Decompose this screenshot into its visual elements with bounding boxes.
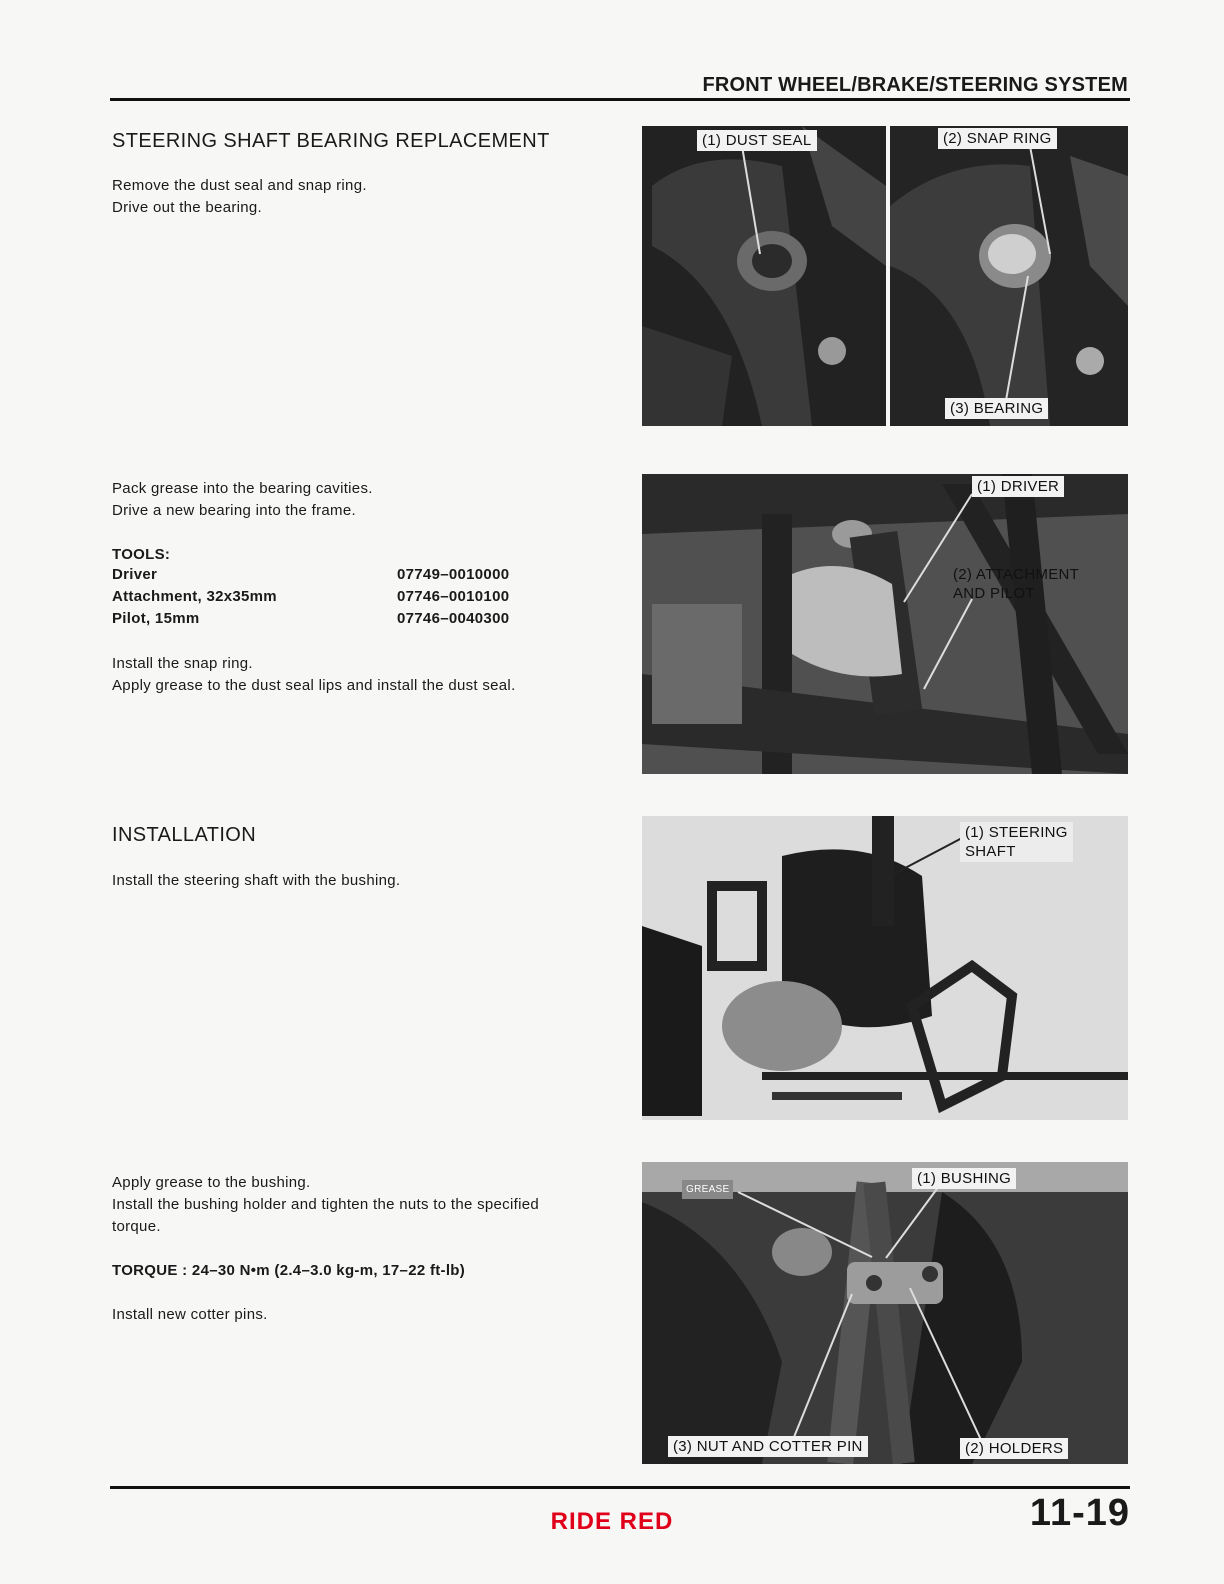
text-line: Apply grease to the dust seal lips and install the dust seal. (112, 677, 516, 694)
torque-spec: TORQUE : 24–30 N•m (2.4–3.0 kg-m, 17–22 ft-lb) (112, 1262, 466, 1279)
footer-rule (110, 1486, 1130, 1489)
bushing-instructions (112, 1172, 539, 1238)
text-line: Apply grease to the bushing. (112, 1174, 311, 1191)
text-line: Install the snap ring. (112, 655, 253, 672)
tools-label: TOOLS: (112, 546, 171, 563)
photo-steering-shaft (642, 816, 1128, 1120)
snap-ring-instructions (112, 653, 516, 697)
tool-part-number: 07746–0010100 (397, 588, 510, 605)
callout-dust-seal: (1) DUST SEAL (697, 130, 817, 151)
text-line: Drive out the bearing. (112, 199, 263, 216)
tool-part-number: 07749–0010000 (397, 566, 510, 583)
text-line: Install the bushing holder and tighten the nuts to the specified (112, 1196, 539, 1213)
grease-tube-label: GREASE (682, 1180, 733, 1199)
header-rule (110, 98, 1130, 101)
page-number: 11-19 (1029, 1492, 1130, 1534)
tool-name: Pilot, 15mm (112, 610, 200, 627)
callout-nut-cotter-pin: (3) NUT AND COTTER PIN (668, 1436, 868, 1457)
install-bearing-instructions (112, 478, 373, 522)
section-title-installation: INSTALLATION (112, 824, 257, 846)
page-header-title: FRONT WHEEL/BRAKE/STEERING SYSTEM (702, 74, 1128, 96)
text-line: Remove the dust seal and snap ring. (112, 177, 367, 194)
callout-bearing: (3) BEARING (945, 398, 1048, 419)
cotter-pin-instruction: Install new cotter pins. (112, 1306, 268, 1323)
photo-snap-ring (890, 126, 1128, 426)
tool-part-number: 07746–0040300 (397, 610, 510, 627)
callout-attachment-pilot: (2) ATTACHMENT AND PILOT (953, 566, 1080, 602)
photo-dust-seal (642, 126, 886, 426)
photo-illustration (642, 474, 1128, 774)
section-title-bearing: STEERING SHAFT BEARING REPLACEMENT (112, 130, 550, 152)
callout-snap-ring: (2) SNAP RING (938, 128, 1057, 149)
callout-driver: (1) DRIVER (972, 476, 1064, 497)
photo-bushing (642, 1162, 1128, 1464)
brand-logo-text: RIDE RED (550, 1508, 674, 1535)
tool-name: Driver (112, 566, 158, 583)
text-line: Pack grease into the bearing cavities. (112, 480, 373, 497)
text-line: Drive a new bearing into the frame. (112, 502, 356, 519)
bearing-instructions (112, 175, 367, 219)
photo-illustration (642, 1162, 1128, 1464)
photo-driver (642, 474, 1128, 774)
photo-illustration (642, 126, 886, 426)
callout-bushing: (1) BUSHING (912, 1168, 1016, 1189)
callout-steering-shaft: (1) STEERING SHAFT (960, 822, 1073, 862)
tool-name: Attachment, 32x35mm (112, 588, 277, 605)
photo-illustration (890, 126, 1128, 426)
callout-holders: (2) HOLDERS (960, 1438, 1068, 1459)
text-line: torque. (112, 1218, 161, 1235)
installation-instructions: Install the steering shaft with the bushing. (112, 872, 401, 889)
